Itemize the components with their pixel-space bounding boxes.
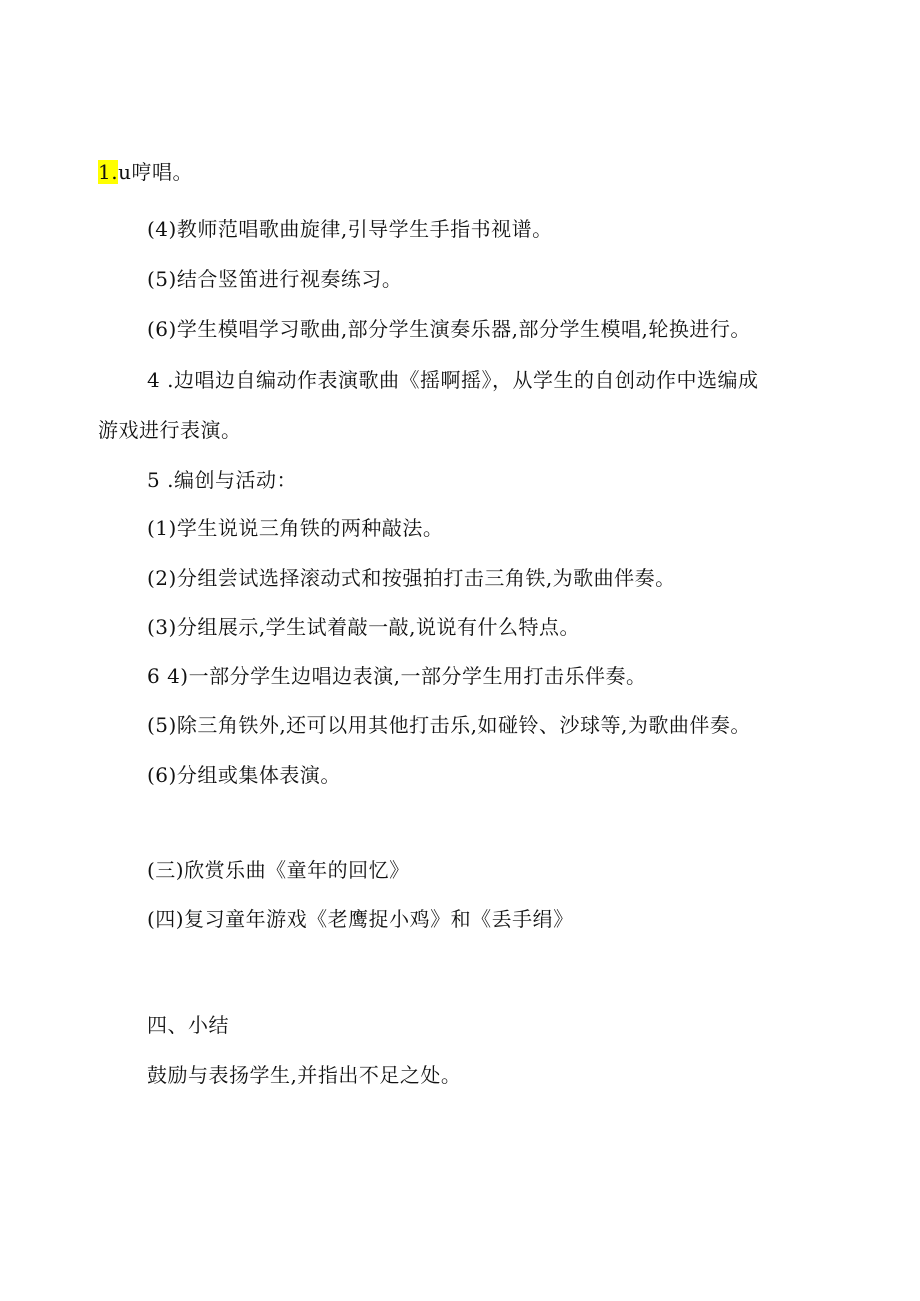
text-line-14: (三)欣赏乐曲《童年的回忆》 — [147, 858, 410, 882]
text-line-10: (3)分组展示,学生试着敲一敲,说说有什么特点。 — [147, 615, 581, 639]
text-line-8: (1)学生说说三角铁的两种敲法。 — [147, 516, 444, 540]
text-line-6: 游戏进行表演。 — [98, 418, 242, 442]
text-line-12: (5)除三角铁外,还可以用其他打击乐,如碰铃、沙球等,为歌曲伴奏。 — [147, 713, 751, 737]
text-line-2: (4)教师范唱歌曲旋律,引导学生手指书视谱。 — [147, 217, 553, 241]
text-line-15: (四)复习童年游戏《老鹰捉小鸡》和《丢手绢》 — [147, 907, 574, 931]
text-line-11: 6 4)一部分学生边唱边表演,一部分学生用打击乐伴奏。 — [147, 664, 647, 688]
text-line-17: 鼓励与表扬学生,并指出不足之处。 — [147, 1063, 462, 1087]
text-fragment: u哼唱。 — [118, 160, 193, 184]
text-line-9: (2)分组尝试选择滚动式和按强拍打击三角铁,为歌曲伴奏。 — [147, 566, 676, 590]
text-line-3: (5)结合竖笛进行视奏练习。 — [147, 267, 403, 291]
text-line-1 — [98, 158, 193, 186]
text-line-7: 5 .编创与活动： — [147, 468, 297, 492]
section-heading: 四、小结 — [147, 1013, 229, 1037]
text-line-5: 4 .边唱边自编动作表演歌曲《摇啊摇》，从学生的自创动作中选编成 — [147, 368, 759, 392]
text-line-13: (6)分组或集体表演。 — [147, 763, 341, 787]
text-line-4: (6)学生模唱学习歌曲,部分学生演奏乐器,部分学生模唱,轮换进行。 — [147, 317, 751, 341]
highlighted-number: 1. — [98, 160, 119, 184]
